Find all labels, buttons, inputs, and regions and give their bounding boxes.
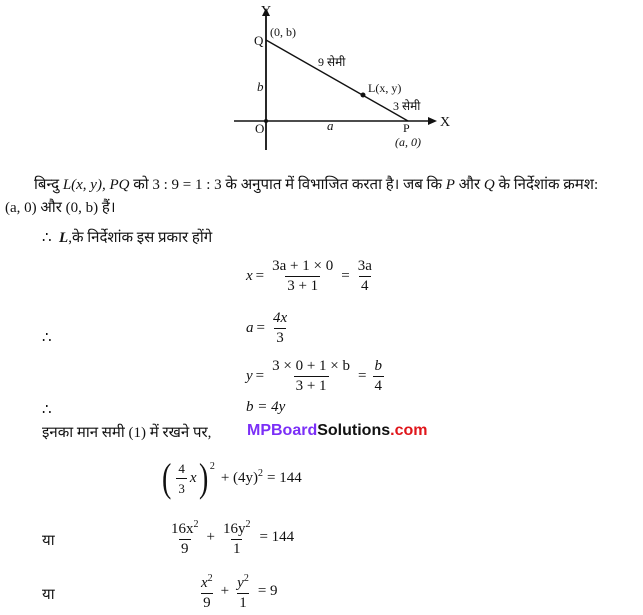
watermark: MPBoardSolutions.com bbox=[247, 422, 428, 439]
paragraph-line-1: बिन्दु L(x, y), PQ को 3 : 9 = 1 : 3 के अनुपात में विभाजित करता है। जब कि P और Q के निर्देशांक क्रमश: bbox=[34, 177, 599, 193]
segment-lp-label: 3 सेमी bbox=[393, 99, 421, 113]
point-l-label: L(x, y) bbox=[368, 81, 402, 95]
equation-expanded: $\frac{16x^2}{9}$ + $\frac{16y^2}{1}$ = 144 bbox=[171, 519, 295, 557]
y-axis-label: Y bbox=[261, 4, 272, 19]
point-p-coords: (a, 0) bbox=[395, 135, 421, 149]
equation-b: b = 4y bbox=[246, 399, 286, 415]
equation-a: a = $\frac{4x}{3}$ bbox=[246, 310, 288, 346]
segment-ql-label: 9 सेमी bbox=[318, 55, 346, 69]
coordinates-intro: ∴ L,के निर्देशांक इस प्रकार होंगे bbox=[42, 230, 213, 246]
equation-y: y = $\frac{3 \times 0 + 1 \times b}{3 + 1}$ = $\frac{b}{4}$ bbox=[246, 358, 382, 394]
diagram-labels bbox=[254, 4, 450, 149]
x-axis-label: X bbox=[440, 115, 451, 130]
ya-label-2: या bbox=[42, 587, 55, 603]
side-a-label: a bbox=[327, 118, 334, 133]
paragraph-line-2: (a, 0) और (0, b) हैं। bbox=[5, 200, 116, 216]
coordinate-diagram bbox=[0, 0, 643, 160]
equation-substituted: ( $\frac{4}{3}$ x ) $^2$ + (4y) $^2$ = 144 bbox=[161, 455, 302, 500]
ya-label-1: या bbox=[42, 533, 55, 549]
equation-x: x = $\frac{3a + 1 \times 0}{3 + 1}$ = $\frac{3a}{4}$ bbox=[246, 258, 372, 294]
side-b-label: b bbox=[257, 79, 264, 94]
substitute-line: इनका मान समी (1) में रखने पर, bbox=[42, 425, 212, 441]
point-q-label: Q bbox=[254, 33, 264, 48]
point-p-label: P bbox=[403, 121, 410, 135]
point-o-label: O bbox=[255, 121, 265, 136]
therefore-symbol-2: ∴ bbox=[42, 402, 52, 418]
point-q-coords: (0, b) bbox=[270, 25, 296, 39]
therefore-symbol: ∴ bbox=[42, 330, 52, 346]
equation-final: $\frac{x^2}{9}$ + $\frac{y^2}{1}$ = 9 bbox=[201, 573, 278, 611]
